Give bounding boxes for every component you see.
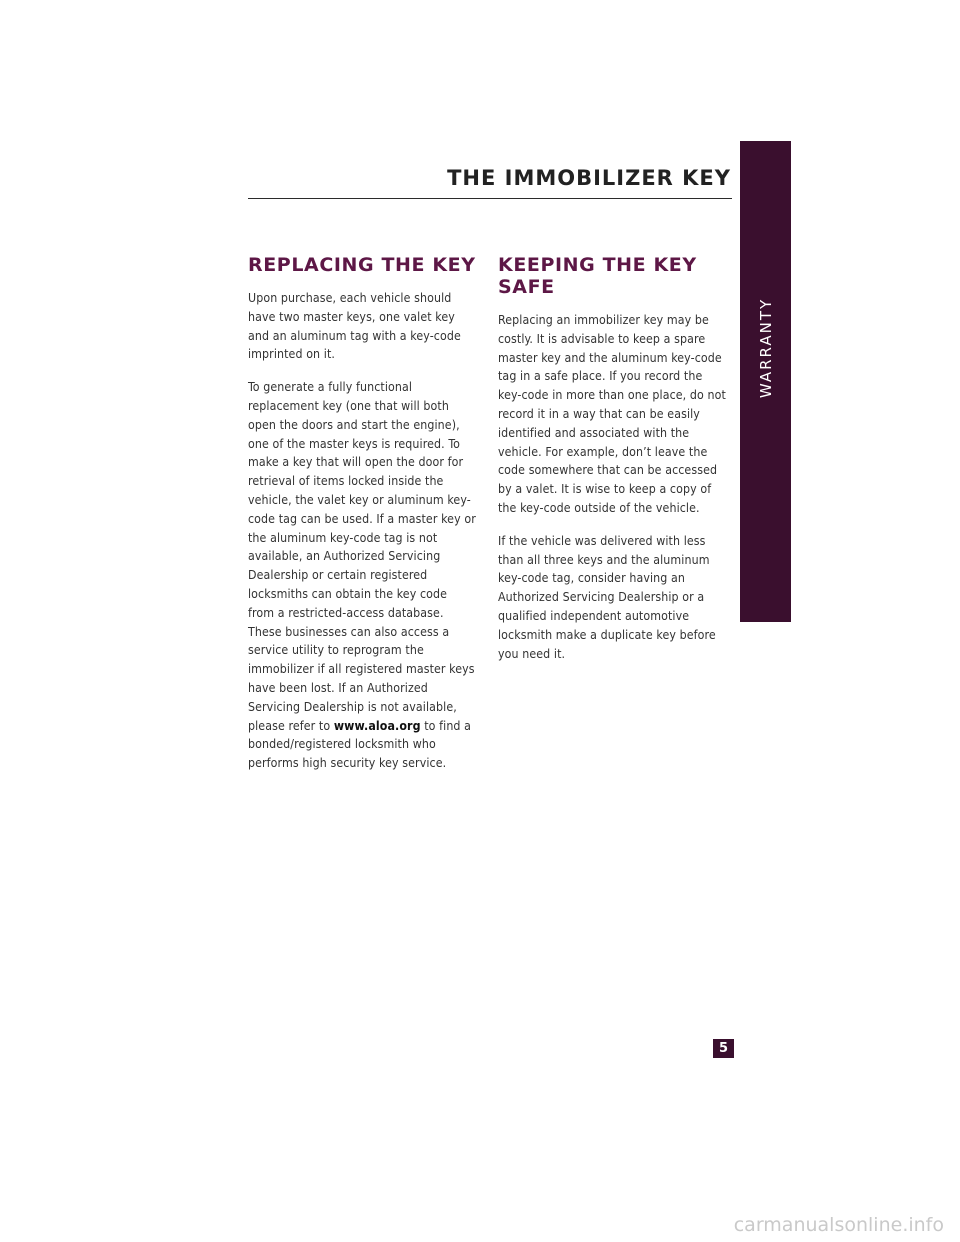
aloa-link[interactable]: www.aloa.org: [333, 718, 421, 733]
section-tab: [740, 141, 791, 622]
left-column: [248, 254, 476, 787]
section-tab-label: WARRANTY: [756, 297, 775, 398]
paragraph: [248, 378, 476, 773]
page-number: 5: [713, 1039, 734, 1058]
paragraph-text: To generate a fully functional replacement key (one that will both open the doors and start the engine), one of the master keys is required. To make a key that will open the door for retrieval of items locked inside the vehicle, the valet key or aluminum key-code tag can be used. If a master key or the aluminum key-code tag is not available, an Authorized Servicing Dealership or certain registered locksmiths can obtain the key code from a restricted-access database. These businesses can also access a service utility to reprogram the immobilizer if all registered master keys have been lost. If an Authorized Servicing Dealership is not available, please refer to: [248, 380, 476, 733]
paragraph: If the vehicle was delivered with less than all three keys and the aluminum key-code tag, consider having an Authorized Servicing Dealership or a qualified independent automotive locksmith make a duplicate key before you need it.: [498, 533, 716, 661]
section-heading-keeping-key-safe: KEEPING THE KEY SAFE: [498, 254, 697, 298]
section-heading-replacing-key: REPLACING THE KEY: [248, 254, 476, 276]
watermark: carmanualsonline.info: [733, 1214, 944, 1236]
paragraph-text: to find a bonded/registered locksmith who performs high security key service.: [248, 718, 472, 771]
paragraph: Upon purchase, each vehicle should have two master keys, one valet key and an aluminum tag with a key-code imprinted on it.: [248, 291, 461, 362]
paragraph: Replacing an immobilizer key may be costly. It is advisable to keep a spare master key and the aluminum key-code tag in a safe place. If you record the key-code in more than one place, do not record it in a way that can be easily identified and associated with the vehicle. For example, don’t leave the code somewhere that can be accessed by a valet. It is wise to keep a copy of the key-code outside of the vehicle.: [498, 313, 726, 515]
title-divider: [248, 198, 732, 199]
right-column: [498, 254, 726, 677]
page-title: THE IMMOBILIZER KEY: [447, 166, 731, 190]
